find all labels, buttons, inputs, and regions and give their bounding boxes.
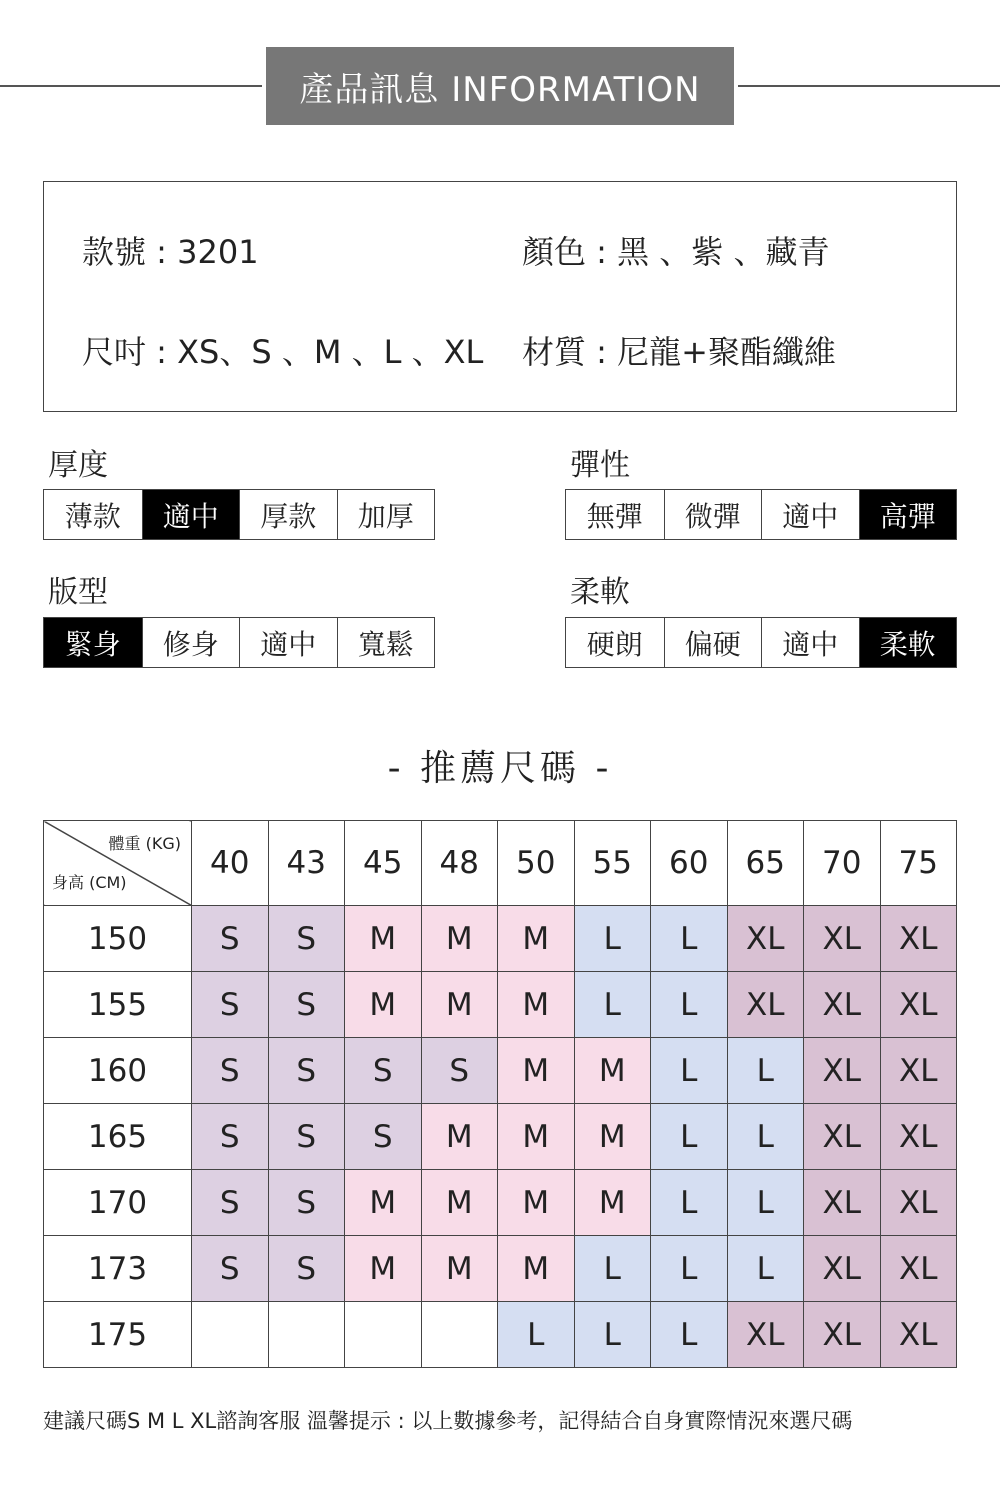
- size-cell: M: [498, 1170, 575, 1236]
- size-chart-row: [44, 1104, 957, 1170]
- size-cell: L: [651, 1302, 728, 1368]
- size-cell: L: [651, 1104, 728, 1170]
- size-cell: M: [498, 1038, 575, 1104]
- size-cell: XL: [880, 906, 957, 972]
- size-cell: M: [345, 1236, 422, 1302]
- page-title: 產品訊息 INFORMATION: [266, 47, 734, 125]
- size-cell: XL: [880, 1170, 957, 1236]
- size-chart-row: [44, 1038, 957, 1104]
- size-cell: XL: [880, 1302, 957, 1368]
- fit-option: 緊身: [44, 618, 142, 667]
- size-cell: L: [574, 972, 651, 1038]
- fit-option: 寬鬆: [337, 618, 435, 667]
- size-cell: M: [421, 1236, 498, 1302]
- thickness-option: 厚款: [239, 490, 337, 539]
- height-header: 165: [44, 1104, 192, 1170]
- size-chart-row: [44, 1302, 957, 1368]
- size-cell: S: [268, 1104, 345, 1170]
- size-cell: M: [345, 972, 422, 1038]
- weight-header: 48: [421, 821, 498, 906]
- size-cell: S: [268, 1236, 345, 1302]
- size-cell: [268, 1302, 345, 1368]
- size-cell: M: [421, 906, 498, 972]
- weight-header: 55: [574, 821, 651, 906]
- style-number: 款號 : 3201: [82, 233, 259, 271]
- size-cell: L: [651, 1170, 728, 1236]
- size-cell: XL: [880, 1038, 957, 1104]
- size-cell: M: [574, 1104, 651, 1170]
- size-cell: XL: [727, 906, 804, 972]
- product-info-box: [43, 181, 957, 412]
- footnote: 建議尺碼S M L XL諮詢客服 溫馨提示 : 以上數據參考，記得結合自身實際情況來選尺碼: [43, 1409, 853, 1433]
- size-cell: S: [192, 972, 269, 1038]
- size-cell: [421, 1302, 498, 1368]
- elasticity-options: [565, 489, 957, 540]
- size-cell: S: [268, 1038, 345, 1104]
- elasticity-option: 高彈: [859, 490, 957, 539]
- size-chart-corner: [44, 821, 192, 906]
- size-cell: L: [651, 1236, 728, 1302]
- size-chart-title: - 推薦尺碼 -: [387, 748, 613, 789]
- size-cell: S: [268, 1170, 345, 1236]
- size-cell: L: [574, 906, 651, 972]
- size-cell: XL: [727, 972, 804, 1038]
- thickness-option: 適中: [142, 490, 240, 539]
- size-cell: M: [421, 1104, 498, 1170]
- softness-option: 偏硬: [664, 618, 762, 667]
- size-cell: L: [727, 1038, 804, 1104]
- height-header: 160: [44, 1038, 192, 1104]
- size-cell: XL: [804, 1170, 881, 1236]
- header-rule-right: [738, 85, 1000, 87]
- weight-header: 65: [727, 821, 804, 906]
- size-cell: S: [192, 1038, 269, 1104]
- size-cell: M: [574, 1170, 651, 1236]
- size-cell: L: [727, 1104, 804, 1170]
- thickness-label: 厚度: [48, 448, 108, 483]
- size-cell: M: [345, 906, 422, 972]
- size-cell: L: [727, 1236, 804, 1302]
- size-cell: M: [498, 972, 575, 1038]
- size-cell: M: [498, 1236, 575, 1302]
- size-cell: L: [727, 1170, 804, 1236]
- height-header: 150: [44, 906, 192, 972]
- softness-label: 柔軟: [570, 575, 630, 610]
- header-rule-left: [0, 85, 262, 87]
- size-cell: S: [345, 1104, 422, 1170]
- size-chart-body: [44, 906, 957, 1368]
- size-cell: M: [574, 1038, 651, 1104]
- thickness-option: 薄款: [44, 490, 142, 539]
- size-cell: XL: [727, 1302, 804, 1368]
- size-range: 尺吋 : XS、S 、M 、L 、XL: [82, 333, 484, 371]
- size-chart-row: [44, 1236, 957, 1302]
- softness-option: 硬朗: [566, 618, 664, 667]
- size-cell: S: [192, 1236, 269, 1302]
- softness-option: 柔軟: [859, 618, 957, 667]
- elasticity-option: 微彈: [664, 490, 762, 539]
- weight-header: 60: [651, 821, 728, 906]
- thickness-option: 加厚: [337, 490, 435, 539]
- elasticity-option: 適中: [761, 490, 859, 539]
- size-cell: S: [192, 1104, 269, 1170]
- elasticity-label: 彈性: [570, 448, 630, 483]
- fit-label: 版型: [48, 575, 108, 610]
- size-cell: L: [498, 1302, 575, 1368]
- size-cell: M: [345, 1170, 422, 1236]
- height-header: 175: [44, 1302, 192, 1368]
- size-cell: S: [345, 1038, 422, 1104]
- softness-option: 適中: [761, 618, 859, 667]
- size-cell: XL: [880, 1104, 957, 1170]
- size-cell: XL: [804, 1236, 881, 1302]
- size-cell: M: [498, 906, 575, 972]
- fit-option: 修身: [142, 618, 240, 667]
- weight-header: 75: [880, 821, 957, 906]
- weight-header: 70: [804, 821, 881, 906]
- size-cell: XL: [880, 1236, 957, 1302]
- size-cell: S: [421, 1038, 498, 1104]
- size-cell: M: [421, 972, 498, 1038]
- thickness-options: [43, 489, 435, 540]
- fit-options: [43, 617, 435, 668]
- size-cell: L: [574, 1236, 651, 1302]
- weight-header: 43: [268, 821, 345, 906]
- size-chart-header-row: [44, 821, 957, 906]
- size-chart-row: [44, 972, 957, 1038]
- size-cell: XL: [804, 1104, 881, 1170]
- size-cell: L: [574, 1302, 651, 1368]
- color-options: 顏色 : 黑 、紫 、藏青: [522, 233, 830, 271]
- size-chart-row: [44, 906, 957, 972]
- size-cell: L: [651, 906, 728, 972]
- size-cell: M: [421, 1170, 498, 1236]
- size-chart-row: [44, 1170, 957, 1236]
- elasticity-option: 無彈: [566, 490, 664, 539]
- size-cell: [192, 1302, 269, 1368]
- size-cell: S: [268, 972, 345, 1038]
- height-header: 155: [44, 972, 192, 1038]
- size-cell: S: [192, 906, 269, 972]
- weight-header: 40: [192, 821, 269, 906]
- size-cell: XL: [804, 1302, 881, 1368]
- size-cell: M: [498, 1104, 575, 1170]
- weight-axis-label: 體重 (KG): [108, 834, 181, 853]
- weight-header: 50: [498, 821, 575, 906]
- size-cell: L: [651, 1038, 728, 1104]
- size-chart-table: [43, 820, 957, 1368]
- size-cell: XL: [804, 972, 881, 1038]
- size-cell: L: [651, 972, 728, 1038]
- weight-header: 45: [345, 821, 422, 906]
- material: 材質 : 尼龍+聚酯纖維: [522, 333, 836, 371]
- size-cell: XL: [804, 1038, 881, 1104]
- size-cell: XL: [880, 972, 957, 1038]
- size-cell: S: [192, 1170, 269, 1236]
- height-header: 170: [44, 1170, 192, 1236]
- size-cell: S: [268, 906, 345, 972]
- height-axis-label: 身高 (CM): [52, 873, 127, 892]
- size-cell: XL: [804, 906, 881, 972]
- softness-options: [565, 617, 957, 668]
- size-cell: [345, 1302, 422, 1368]
- height-header: 173: [44, 1236, 192, 1302]
- fit-option: 適中: [239, 618, 337, 667]
